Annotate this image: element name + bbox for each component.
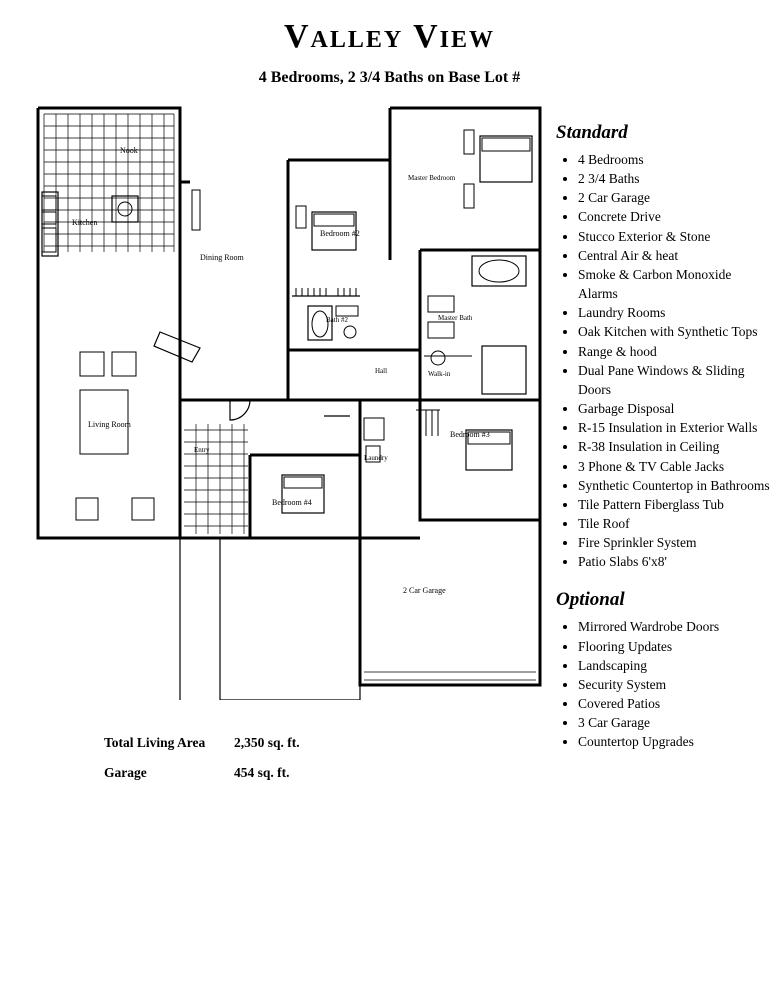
standard-feature-item: • 2 Car Garage [578, 188, 772, 207]
area-value: 2,350 sq. ft. [234, 735, 300, 750]
standard-feature-item: • Range & hood [578, 342, 772, 361]
room-label-hall: Hall [375, 367, 388, 375]
optional-feature-item: • Security System [578, 675, 772, 694]
standard-heading: Standard [556, 122, 628, 143]
standard-feature-item: • R-38 Insulation in Ceiling [578, 437, 772, 456]
optional-feature-item: • Flooring Updates [578, 637, 772, 656]
room-label-laundry: Laundry [364, 454, 388, 462]
standard-feature-item: • Central Air & heat [578, 246, 772, 265]
floor-plan-drawing [20, 100, 560, 700]
room-label-living: Living Room [88, 420, 131, 429]
standard-feature-item: • Oak Kitchen with Synthetic Tops [578, 322, 772, 341]
optional-feature-item: • 3 Car Garage [578, 713, 772, 732]
optional-heading: Optional [556, 589, 625, 611]
page-subtitle: 4 Bedrooms, 2 3/4 Baths on Base Lot # [258, 69, 521, 87]
standard-feature-item: • Smoke & Carbon Monoxide Alarms [578, 265, 772, 303]
room-label-nook: Nook [120, 146, 138, 155]
room-label-master-bedroom: Master Bedroom [408, 174, 456, 182]
area-label: Total Living Area [104, 735, 206, 750]
standard-feature-item: • Concrete Drive [578, 207, 772, 226]
room-label-kitchen: Kitchen [72, 218, 98, 227]
plan-header [0, 18, 779, 87]
room-label-dining: Dining Room [200, 253, 244, 262]
standard-feature-item: • Dual Pane Windows & Sliding Doors [578, 361, 772, 399]
room-label-walk-in: Walk-in [428, 370, 451, 378]
optional-feature-item: • Countertop Upgrades [578, 732, 772, 751]
standard-feature-item: • Stucco Exterior & Stone [578, 227, 772, 246]
room-label-bedroom-4: Bedroom #4 [272, 498, 312, 507]
optional-feature-item: • Landscaping [578, 656, 772, 675]
standard-feature-item: • Tile Pattern Fiberglass Tub [578, 495, 772, 514]
optional-feature-item: • Mirrored Wardrobe Doors [578, 617, 772, 636]
page-title: Valley View [283, 18, 496, 55]
standard-feature-list [556, 150, 772, 571]
standard-feature-item: • Fire Sprinkler System [578, 533, 772, 552]
optional-feature-item: • Covered Patios [578, 694, 772, 713]
area-label: Garage [104, 765, 147, 780]
optional-feature-list [556, 617, 772, 751]
area-summary [104, 735, 424, 795]
standard-feature-item: • 4 Bedrooms [578, 150, 772, 169]
room-label-bedroom-2: Bedroom #2 [320, 229, 360, 238]
area-row [104, 735, 424, 751]
room-label-bedroom-3: Bedroom #3 [450, 430, 490, 439]
room-label-garage: 2 Car Garage [403, 586, 446, 595]
standard-feature-item: • Patio Slabs 6'x8' [578, 552, 772, 571]
standard-feature-item: • Laundry Rooms [578, 303, 772, 322]
standard-feature-item: • 2 3/4 Baths [578, 169, 772, 188]
standard-feature-item: • 3 Phone & TV Cable Jacks [578, 457, 772, 476]
room-label-master-bath: Master Bath [438, 314, 473, 322]
standard-feature-item: • Tile Roof [578, 514, 772, 533]
standard-feature-item: • Synthetic Countertop in Bathrooms [578, 476, 772, 495]
standard-feature-item: • Garbage Disposal [578, 399, 772, 418]
specifications-panel [556, 122, 772, 752]
standard-feature-item: • R-15 Insulation in Exterior Walls [578, 418, 772, 437]
area-value: 454 sq. ft. [234, 765, 290, 780]
room-label-entry: Entry [194, 446, 210, 454]
room-label-bath-2: Bath #2 [326, 316, 348, 324]
floor-plan-svg [20, 100, 560, 700]
area-row [104, 765, 424, 781]
